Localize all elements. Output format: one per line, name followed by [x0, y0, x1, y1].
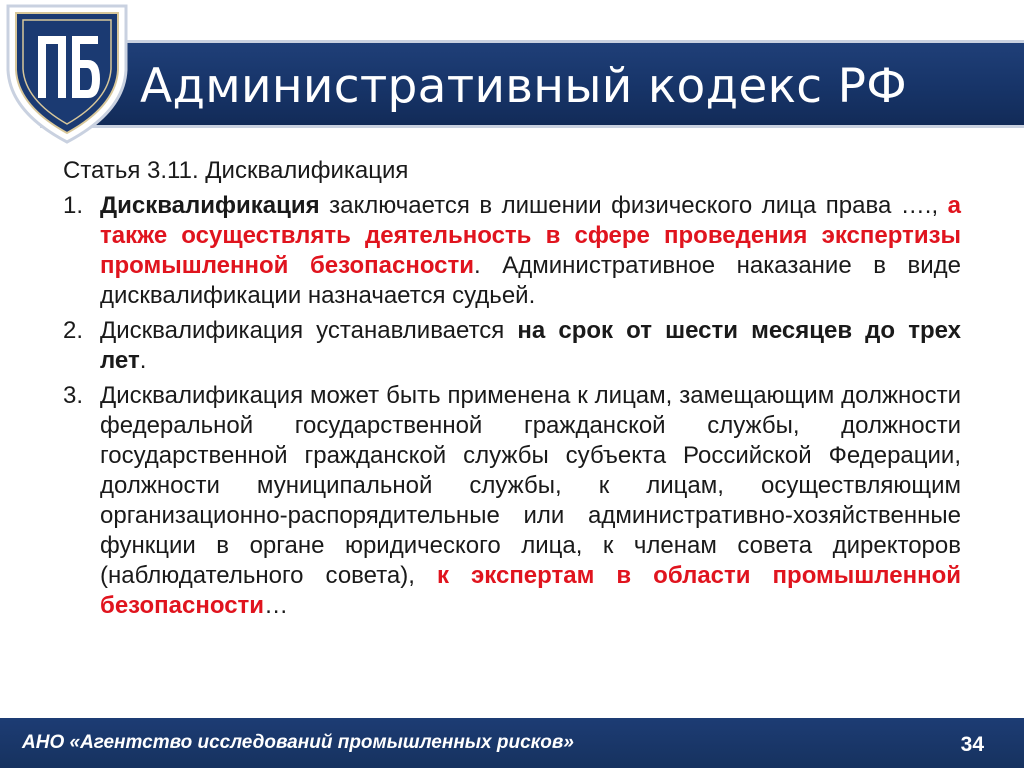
emphasis-text: на срок от шести месяцев до трех лет — [100, 317, 961, 374]
text-segment: заключается в лишении физического лица права …., — [319, 192, 948, 219]
highlight-text: а также осуществлять деятельность в сфере проведения экспертизы промышленной безопасности — [100, 192, 961, 279]
slide-title: Административный кодекс РФ — [140, 59, 908, 114]
text-segment: Дисквалификация может быть применена к лицам, замещающим должности федеральной государственной гражданской службы, должности государственной гражданской службы субъекта Российской Федерации, должности муниципальной службы, к лицам, осуществляющим организационно-распорядительные или административно-хозяйственные функции в органе юридического лица, к членам совета директоров (наблюдательного совета), — [100, 382, 961, 589]
list-item-3 — [63, 381, 961, 621]
list-item-2 — [63, 316, 961, 376]
highlight-text: к экспертам в области промышленной безопасности — [100, 562, 961, 619]
list-item-1 — [63, 191, 961, 311]
page-number: 34 — [960, 733, 984, 756]
text-segment: . — [139, 347, 147, 374]
item-number: 1. — [63, 192, 84, 219]
footer-bar — [0, 718, 1024, 768]
text-segment: Дисквалификация — [100, 192, 320, 219]
item-number: 3. — [63, 382, 84, 409]
article-heading: Статья 3.11. Дисквалификация — [63, 157, 409, 184]
logo-shield-icon — [0, 0, 134, 146]
footer-organization: АНО «Агентство исследований промышленных рисков» — [22, 732, 574, 753]
text-segment: . Административное наказание в виде дисквалификации назначается судьей. — [100, 252, 962, 309]
slide-content — [63, 156, 961, 626]
text-segment: Дисквалификация устанавливается — [100, 317, 518, 344]
text-segment: … — [264, 592, 289, 619]
item-number: 2. — [63, 317, 84, 344]
